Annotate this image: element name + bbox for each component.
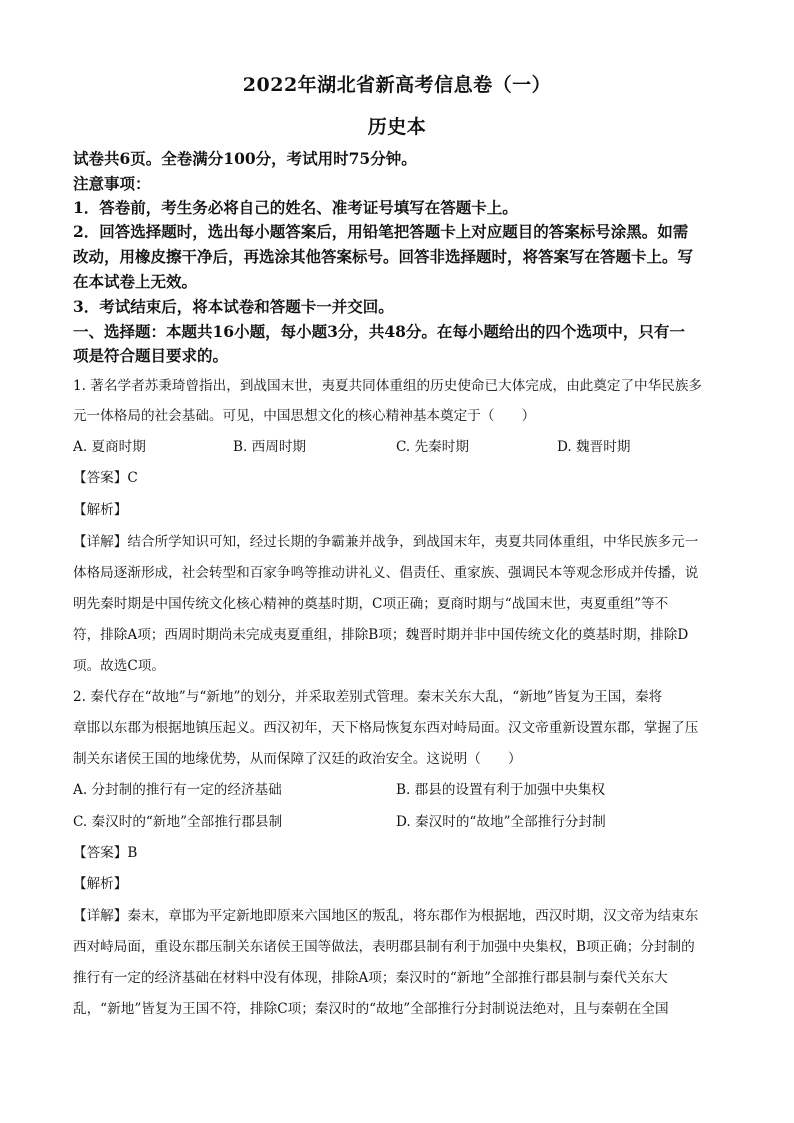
q2-analysis-label: 【解析】 [73,876,128,892]
q2-answer: 【答案】B [73,845,138,861]
q1-detail-line-1: 【详解】结合所学知识可知，经过长期的争霸兼并战争，到战国末年，夷夏共同体重组，中华民族多元一 [73,534,699,550]
q1-detail-line-5: 项。故选C项。 [73,658,165,674]
q1-option-b: B. 西周时期 [233,439,307,455]
q2-detail-line-2: 西对峙局面，重设东郡压制关东诸侯王国等做法，表明郡县制有利于加强中央集权，B项正确；分封制的 [73,939,695,955]
q1-detail-line-2: 体格局逐渐形成，社会转型和百家争鸣等推动讲礼义、倡责任、重家族、强调民本等观念形成并传播，说 [73,565,699,581]
notice-item-2-line-1: 2．回答选择题时，选出每小题答案后，用铅笔把答题卡上对应题目的答案标号涂黑。如需 [73,222,689,241]
q2-option-a: A. 分封制的推行有一定的经济基础 [73,782,282,798]
q1-detail-line-4: 符，排除A项；西周时期尚未完成夷夏重组，排除B项；魏晋时期并非中国传统文化的奠基时期，排除D [73,627,689,643]
exam-subject: 历史本 [367,116,427,138]
q1-answer: 【答案】C [73,470,138,486]
notice-title: 注意事项： [73,174,151,193]
q1-option-a: A. 夏商时期 [73,439,146,455]
notice-item-2-line-2: 改动，用橡皮擦干净后，再选涂其他答案标号。回答非选择题时，将答案写在答题卡上。写 [73,247,694,266]
q1-option-d: D. 魏晋时期 [557,439,631,455]
exam-title: 2022年湖北省新高考信息卷（一） [242,74,552,96]
notice-item-1: 1．答卷前，考生务必将自己的姓名、准考证号填写在答题卡上。 [73,198,518,217]
q2-option-d: D. 秦汉时的“故地”全部推行分封制 [396,814,606,830]
q2-option-c: C. 秦汉时的“新地”全部推行郡县制 [73,814,283,830]
q2-option-b: B. 郡县的设置有利于加强中央集权 [396,782,605,798]
section-heading-line-1: 一、选择题：本题共16小题，每小题3分，共48分。在每小题给出的四个选项中，只有一 [73,322,685,341]
q2-stem-line-2: 章邯以东郡为根据地镇压起义。西汉初年，天下格局恢复东西对峙局面。汉文帝重新设置东郡，掌握了压 [73,720,699,736]
q2-detail-line-4: 乱，“新地”皆复为王国不符，排除C项；秦汉时的“故地”全部推行分封制说法绝对，且与秦朝在全国 [73,1001,669,1017]
q1-stem-line-1: 1. 著名学者苏秉琦曾指出，到战国末世，夷夏共同体重组的历史使命已大体完成，由此奠定了中华民族多 [73,378,703,394]
q1-stem-line-2: 元一体格局的社会基础。可见，中国思想文化的核心精神基本奠定于（ ） [73,408,536,424]
q1-option-c: C. 先秦时期 [396,439,469,455]
q2-stem-line-3: 制关东诸侯王国的地缘优势，从而保障了汉廷的政治安全。这说明（ ） [73,751,522,767]
exam-info: 试卷共6页。全卷满分100分，考试用时75分钟。 [73,149,417,168]
q2-detail-line-1: 【详解】秦末，章邯为平定新地即原来六国地区的叛乱，将东郡作为根据地，西汉时期，汉文帝为结束东 [73,908,699,924]
q1-detail-line-3: 明先秦时期是中国传统文化核心精神的奠基时期，C项正确；夏商时期与“战国末世，夷夏重组”等不 [73,596,669,612]
notice-item-3: 3．考试结束后，将本试卷和答题卡一并交回。 [73,297,394,316]
q1-analysis-label: 【解析】 [73,502,128,518]
notice-item-2-line-3: 在本试卷上无效。 [73,272,198,291]
section-heading-line-2: 项是符合题目要求的。 [73,346,229,365]
q2-stem-line-1: 2. 秦代存在“故地”与“新地”的划分，并采取差别式管理。秦末关东大乱，“新地”皆复为王国，秦将 [73,689,663,705]
q2-detail-line-3: 推行有一定的经济基础在材料中没有体现，排除A项；秦汉时的“新地”全部推行郡县制与秦代关东大 [73,970,668,986]
